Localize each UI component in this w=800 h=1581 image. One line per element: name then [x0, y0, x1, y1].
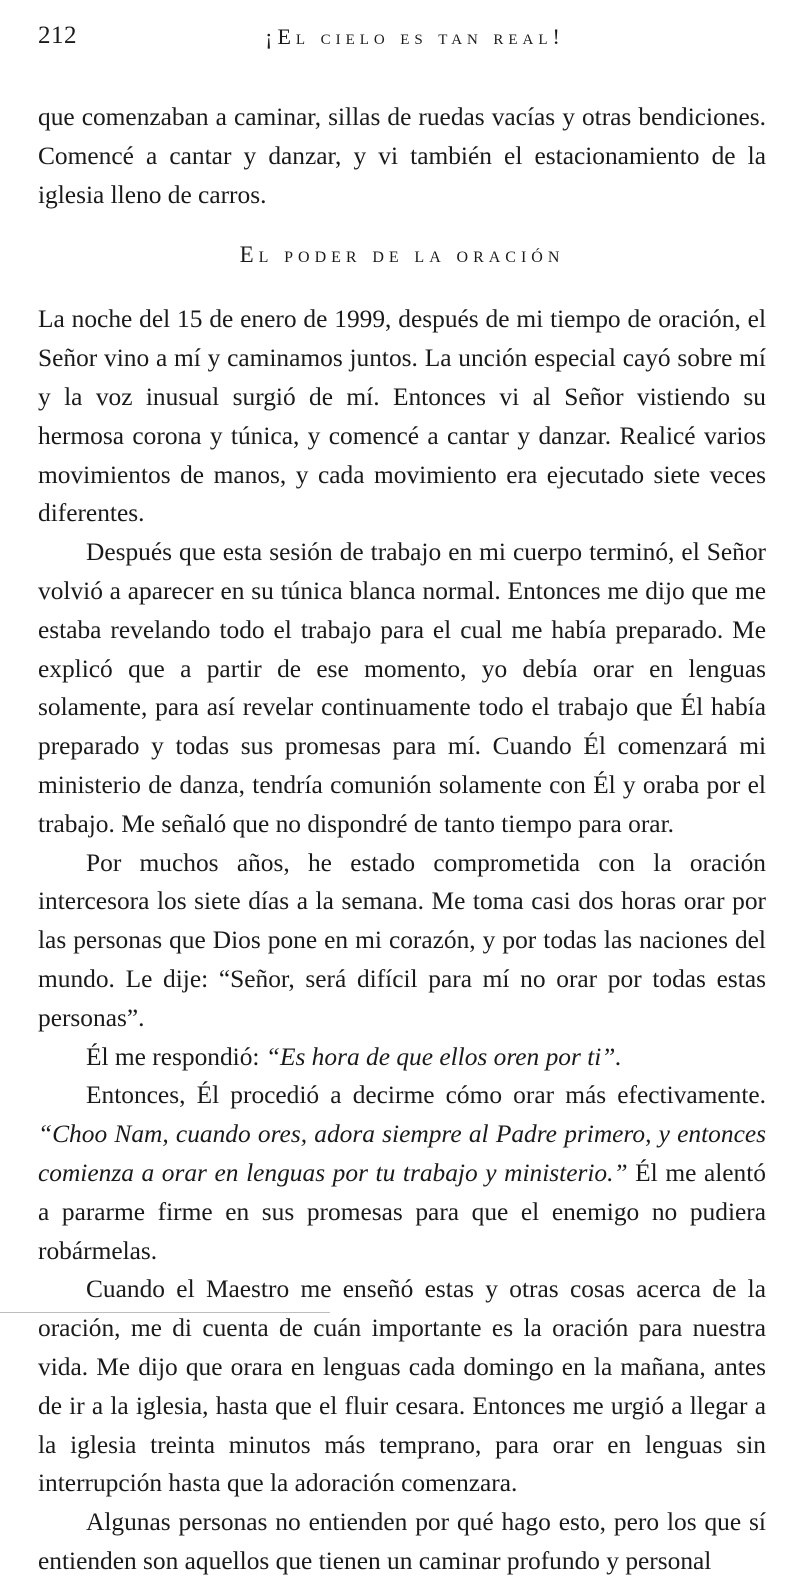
quoted-instruction: “Choo Nam, cuando ores, adora siempre al Padre primero, y entonces comienza a orar en lenguas por tu trabajo y ministerio.”	[38, 1120, 766, 1187]
paragraph-text: Él me respondió:	[86, 1042, 266, 1071]
quoted-reply: “Es hora de que ellos oren por ti”.	[265, 1042, 622, 1071]
page-body	[38, 98, 766, 1581]
section-heading: El poder de la oración	[239, 242, 565, 268]
paragraph: Algunas personas no entienden por qué hago esto, pero los que sí entienden son aquellos que tienen un caminar profundo y personal	[38, 1508, 766, 1575]
paragraph	[38, 1038, 766, 1077]
paragraph-continuation: que comenzaban a caminar, sillas de ruedas vacías y otras bendiciones. Comencé a cantar y danzar, y vi también el estacionamiento de la iglesia lleno de carros.	[38, 103, 766, 209]
paragraph: La noche del 15 de enero de 1999, después de mi tiempo de oración, el Señor vino a mí y caminamos juntos. La unción especial cayó sobre mí y la voz inusual surgió de mí. Entonces vi al Señor vistiendo su hermosa corona y túnica, y comencé a cantar y danzar. Realicé varios movimientos de manos, y cada movimiento era ejecutado siete veces diferentes.	[38, 305, 766, 528]
paragraph-text: Entonces, Él procedió a decirme cómo orar más efectivamente.	[86, 1081, 766, 1110]
paragraph: Por muchos años, he estado comprometida con la oración intercesora los siete días a la semana. Me toma casi dos horas orar por las personas que Dios pone en mi corazón, y por todas las naciones del mundo. Le dije: “Señor, será difícil para mí no orar por todas estas personas”.	[38, 848, 766, 1032]
running-title: ¡El cielo es tan real!	[265, 24, 565, 49]
paragraph: Después que esta sesión de trabajo en mi cuerpo terminó, el Señor volvió a aparecer en su túnica blanca normal. Entonces me dijo que me estaba revelando todo el trabajo para el cual me había preparado. Me explicó que a partir de ese momento, yo debía orar en lenguas solamente, para así revelar continuamente todo el trabajo que Él había preparado y todas sus promesas para mí. Cuando Él comenzará mi ministerio de danza, tendría comunión solamente con Él y oraba por el trabajo. Me señaló que no dispondré de tanto tiempo para orar.	[38, 538, 766, 838]
paragraph-text: Él me alentó a pararme firme en sus promesas para que el enemigo no pudiera robármelas.	[38, 1158, 766, 1265]
scan-edge-rule	[0, 1312, 330, 1313]
paragraph: Cuando el Maestro me enseñó estas y otras cosas acerca de la oración, me di cuenta de cuán importante es la oración para nuestra vida. Me dijo que orara en lenguas cada domingo en la mañana, antes de ir a la iglesia, hasta que el fluir cesara. Entonces me urgió a llegar a la iglesia treinta minutos más temprano, para orar en lenguas sin interrupción hasta que la adoración comenzara.	[38, 1275, 766, 1498]
paragraph	[38, 1076, 766, 1270]
page-number: 212	[38, 22, 77, 49]
